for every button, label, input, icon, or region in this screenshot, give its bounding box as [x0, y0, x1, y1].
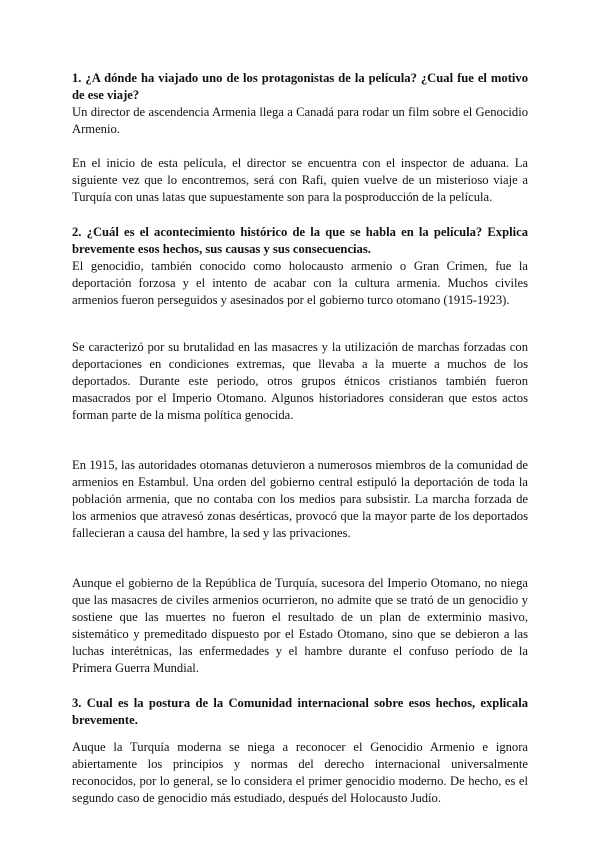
- answer-2-paragraph-4: Aunque el gobierno de la República de Turquía, sucesora del Imperio Otomano, no niega que las masacres de civiles armenios ocurrieron, no admite que se trató de un genocidio y sostiene que las muertes no fueron el resultado de un plan de exterminio masivo, sistemático y premeditado dispuesto por el Estado Otomano, sino que se debieron a las luchas interétnicas, las enfermedades y el hambre durante el confuso período de la Primera Guerra Mundial.: [72, 576, 528, 675]
- answer-2-paragraph-3: En 1915, las autoridades otomanas detuvieron a numerosos miembros de la comunidad de armenios en Estambul. Una orden del gobierno central estipuló la deportación de toda la población armenia, que no contaba con los medios para subsistir. La marcha forzada de los armenios que atravesó zonas desérticas, provocó que la mayor parte de los deportados fallecieran a causa del hambre, la sed y las privaciones.: [72, 458, 528, 540]
- question-2-heading: 2. ¿Cuál es el acontecimiento histórico de la que se habla en la película? Explica brevemente esos hechos, sus causas y sus consecuencias.: [72, 225, 528, 256]
- answer-3-paragraph-1: Auque la Turquía moderna se niega a reconocer el Genocidio Armenio e ignora abiertamente los principios y normas del derecho internacional universalmente reconocidos, por lo general, se lo considera el primer genocidio moderno. De hecho, es el segundo caso de genocidio más estudiado, después del Holocausto Judío.: [72, 740, 528, 805]
- answer-1-paragraph-1: Un director de ascendencia Armenia llega a Canadá para rodar un film sobre el Genocidio Armenio.: [72, 105, 528, 136]
- question-3-heading: 3. Cual es la postura de la Comunidad internacional sobre esos hechos, explicala brevemente.: [72, 696, 528, 727]
- answer-1-paragraph-2: En el inicio de esta película, el director se encuentra con el inspector de aduana. La siguiente vez que lo encontremos, será con Rafi, quien vuelve de un misterioso viaje a Turquía con unas latas que supuestamente son para la posproducción de la película.: [72, 156, 528, 204]
- answer-2-paragraph-1: El genocidio, también conocido como holocausto armenio o Gran Crimen, fue la deportación forzosa y el intento de acabar con la cultura armenia. Muchos civiles armenios fueron perseguidos y asesinados por el gobierno turco otomano (1915-1923).: [72, 259, 528, 307]
- answer-2-paragraph-2: Se caracterizó por su brutalidad en las masacres y la utilización de marchas forzadas con deportaciones en condiciones extremas, que llevaba a la muerte a muchos de los deportados. Durante este periodo, otros grupos étnicos cristianos también fueron masacrados por el Imperio Otomano. Algunos historiadores consideran que estos actos forman parte de la misma política genocida.: [72, 340, 528, 422]
- question-1-heading: 1. ¿A dónde ha viajado uno de los protagonistas de la película? ¿Cual fue el motivo de ese viaje?: [72, 71, 528, 102]
- document-body: [72, 70, 528, 807]
